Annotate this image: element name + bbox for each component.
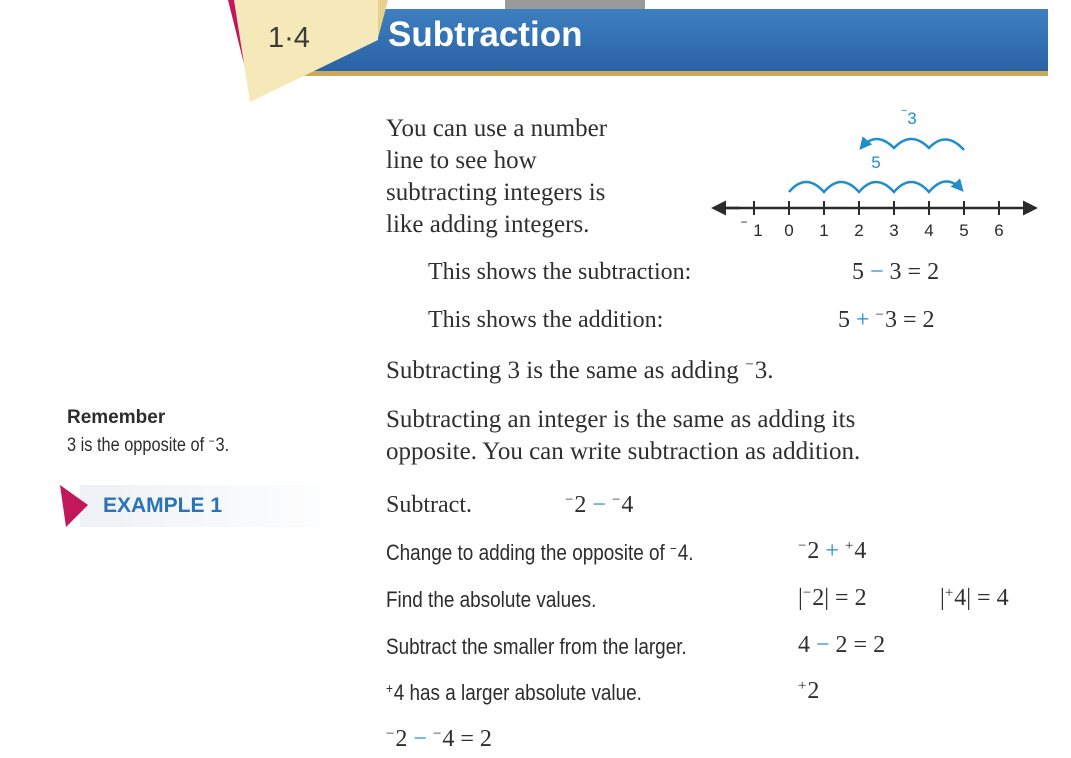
subtract-three-arrow [861,139,964,150]
step3-label: Subtract the smaller from the larger. [386,634,687,659]
step1-label: Change to adding the opposite of −4. [386,540,694,565]
subtract-three-negative-sign: − [901,105,908,117]
lesson-title: Subtraction [388,15,583,54]
intro-line: line to see how [386,147,537,174]
step2-label: Find the absolute values. [386,587,597,612]
add-five-arrow [789,181,962,192]
example-problem: −2 − −4 [565,491,634,518]
tick-label: 0 [784,221,794,240]
step1-math: −2 + +4 [798,537,867,564]
intro-line: You can use a number [386,115,608,142]
example-answer: −2 − −4 = 2 [386,725,492,752]
step2-math-second: |+4| = 4 [940,584,1009,611]
subtract-label: Subtract. [386,492,472,518]
example-label: EXAMPLE 1 [103,494,223,517]
tick-label: 2 [854,221,864,240]
step2-math-first: |−2| = 2 [798,584,867,611]
same-as-sentence: Subtracting 3 is the same as adding −3. [386,356,774,384]
remember-text: 3 is the opposite of −3. [67,434,230,456]
subtraction-equation: 5 − 3 = 2 [852,259,940,285]
tick-label: 4 [924,221,934,240]
shows-subtraction-label: This shows the subtraction: [428,259,692,285]
add-five-label: 5 [871,153,881,172]
subtract-three-label: 3 [907,109,917,128]
tick-label: 5 [959,221,969,240]
tick-label: 6 [994,221,1004,240]
intro-line: subtracting integers is [386,179,606,206]
lesson-tab-shape [228,0,398,110]
tick-label: 1 [753,221,763,240]
remember-heading: Remember [67,407,166,428]
rule-line: Subtracting an integer is the same as adding its [386,406,856,433]
tick-label: 3 [889,221,899,240]
number-line-diagram [700,100,1050,245]
step4-math: +2 [798,677,820,704]
rule-line: opposite. You can write subtraction as addition. [386,438,861,465]
tick-label: 1 [819,221,829,240]
step4-label: +4 has a larger absolute value. [386,680,642,705]
lesson-number: 1·4 [268,22,310,54]
addition-equation: 5 + −3 = 2 [838,306,935,333]
rule-paragraph [386,404,860,468]
intro-line: like adding integers. [386,211,590,238]
tick-label-negative-sign: − [740,215,748,229]
shows-addition-label: This shows the addition: [428,307,664,333]
step3-math: 4 − 2 = 2 [798,632,886,658]
intro-paragraph [386,113,686,241]
